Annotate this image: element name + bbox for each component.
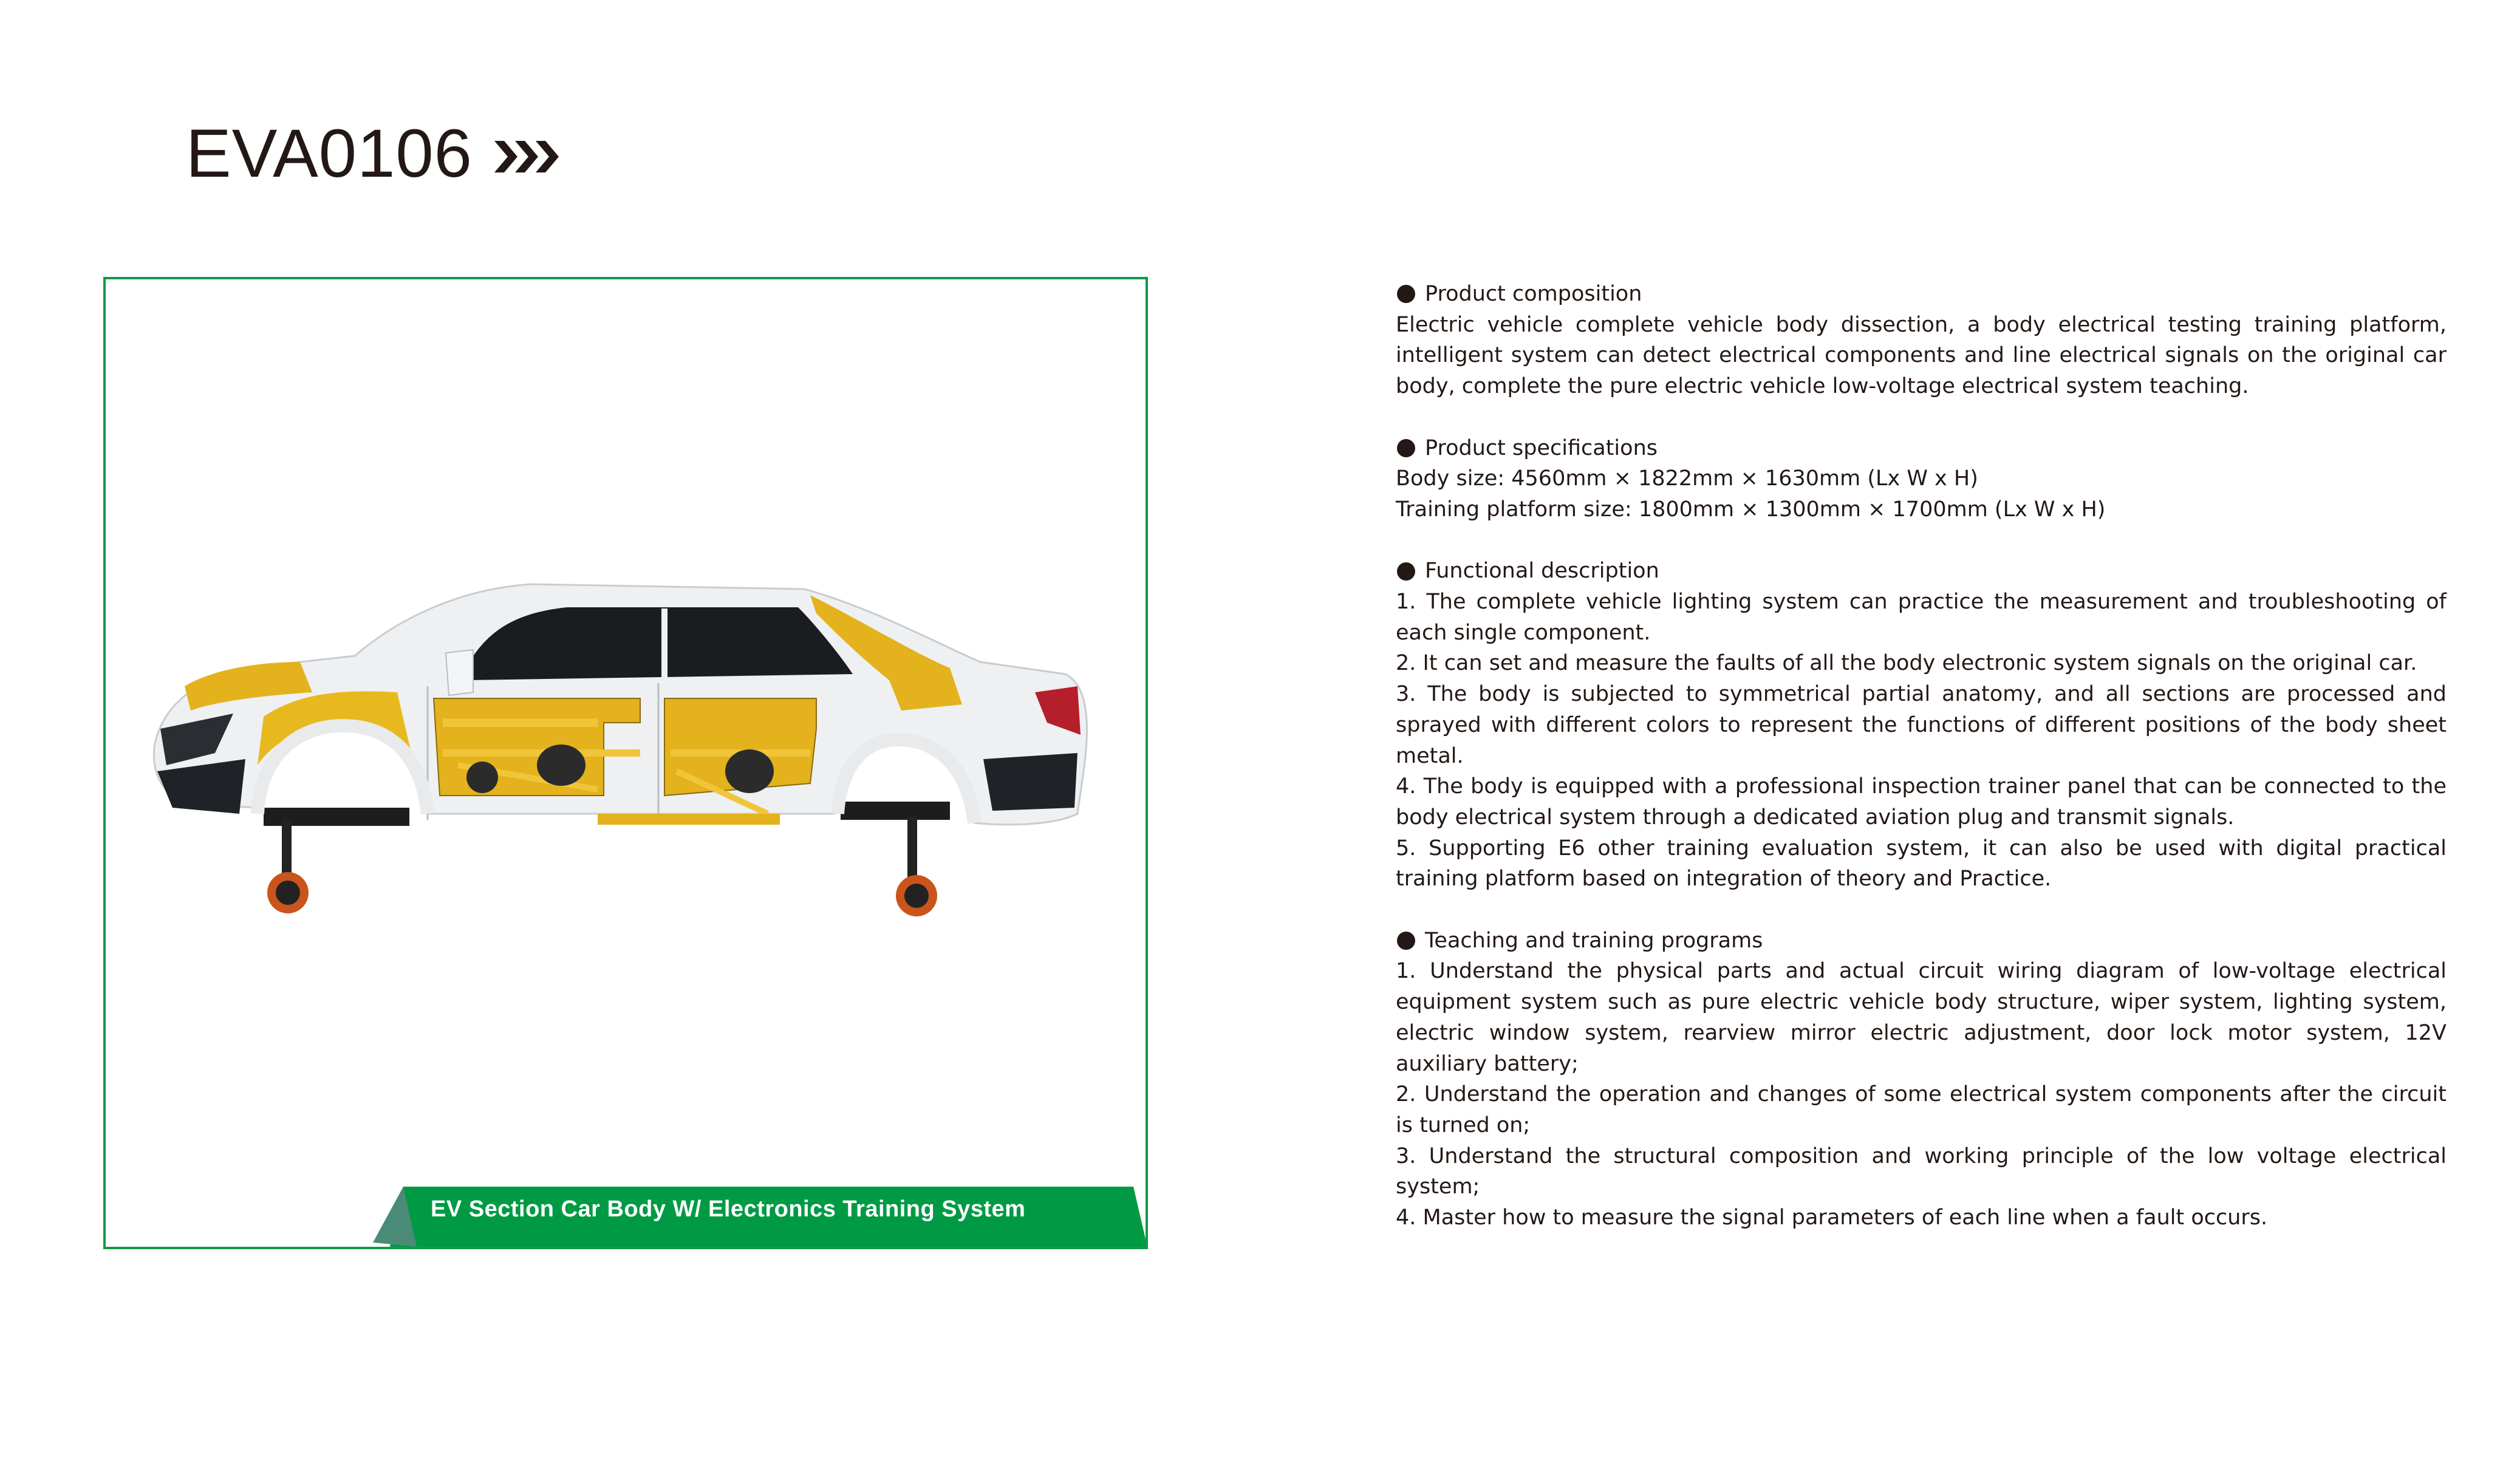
triple-chevron-right-icon: [494, 140, 561, 174]
section-heading: [1396, 279, 2447, 310]
section-heading-text: Product specifications: [1425, 435, 1658, 460]
spec-platform-size: Training platform size: 1800mm × 1300mm × 1700mm (Lx W x H): [1396, 497, 2106, 522]
section-heading: [1396, 926, 2447, 956]
list-item: 3. Understand the structural composition and working principle of the low voltage electrical system;: [1396, 1144, 2447, 1199]
section-product-specifications: [1396, 433, 2447, 525]
section-product-composition: [1396, 279, 2447, 402]
bullet-icon: [1397, 285, 1415, 303]
ev-section-car-image: [142, 571, 1148, 935]
product-description: [1396, 279, 2447, 1264]
section-heading: [1396, 433, 2447, 464]
bullet-icon: [1397, 932, 1415, 950]
list-item: 1. The complete vehicle lighting system can practice the measurement and troubleshooting of each single component.: [1396, 590, 2447, 645]
bullet-icon: [1397, 562, 1415, 581]
list-item: 5. Supporting E6 other training evaluation system, it can also be used with digital practical training platform based on integration of theory and Practice.: [1396, 836, 2447, 892]
list-item: 4. Master how to measure the signal parameters of each line when a fault occurs.: [1396, 1205, 2268, 1230]
bullet-icon: [1397, 439, 1415, 457]
model-code: EVA0106: [186, 115, 473, 191]
list-item: 4. The body is equipped with a professional inspection trainer panel that can be connected to the body electrical system through a dedicated aviation plug and transmit signals.: [1396, 774, 2447, 830]
section-heading-text: Product composition: [1425, 282, 1642, 306]
section-teaching-programs: [1396, 926, 2447, 1233]
list-item: 3. The body is subjected to symmetrical partial anatomy, and all sections are processed and sprayed with different colors to represent the functions of different positions of the body sheet metal.: [1396, 682, 2447, 768]
list-item: 2. Understand the operation and changes of some electrical system components after the circuit is turned on;: [1396, 1082, 2447, 1137]
section-functional-description: [1396, 556, 2447, 895]
page-title: [186, 114, 561, 193]
list-item: 2. It can set and measure the faults of all the body electronic system signals on the original car.: [1396, 651, 2417, 676]
caption-banner: [373, 1184, 1147, 1247]
list-item: 1. Understand the physical parts and actual circuit wiring diagram of low-voltage electrical equipment system such as pure electric vehicle body structure, wiper system, lighting system, electric window system, rearview mirror electric adjustment, door lock motor system, 12V auxiliary battery;: [1396, 959, 2447, 1076]
paragraph: Electric vehicle complete vehicle body dissection, a body electrical testing training platform, intelligent system can detect electrical components and line electrical signals on the original car body, complete the pure electric vehicle low-voltage electrical system teaching.: [1396, 312, 2447, 399]
product-image-frame: [103, 277, 1148, 1249]
caption-text: EV Section Car Body W/ Electronics Training System: [431, 1196, 1026, 1222]
section-heading: [1396, 556, 2447, 587]
section-heading-text: Teaching and training programs: [1425, 928, 1763, 953]
spec-body-size: Body size: 4560mm × 1822mm × 1630mm (Lx W x H): [1396, 466, 1978, 491]
section-heading-text: Functional description: [1425, 559, 1659, 584]
